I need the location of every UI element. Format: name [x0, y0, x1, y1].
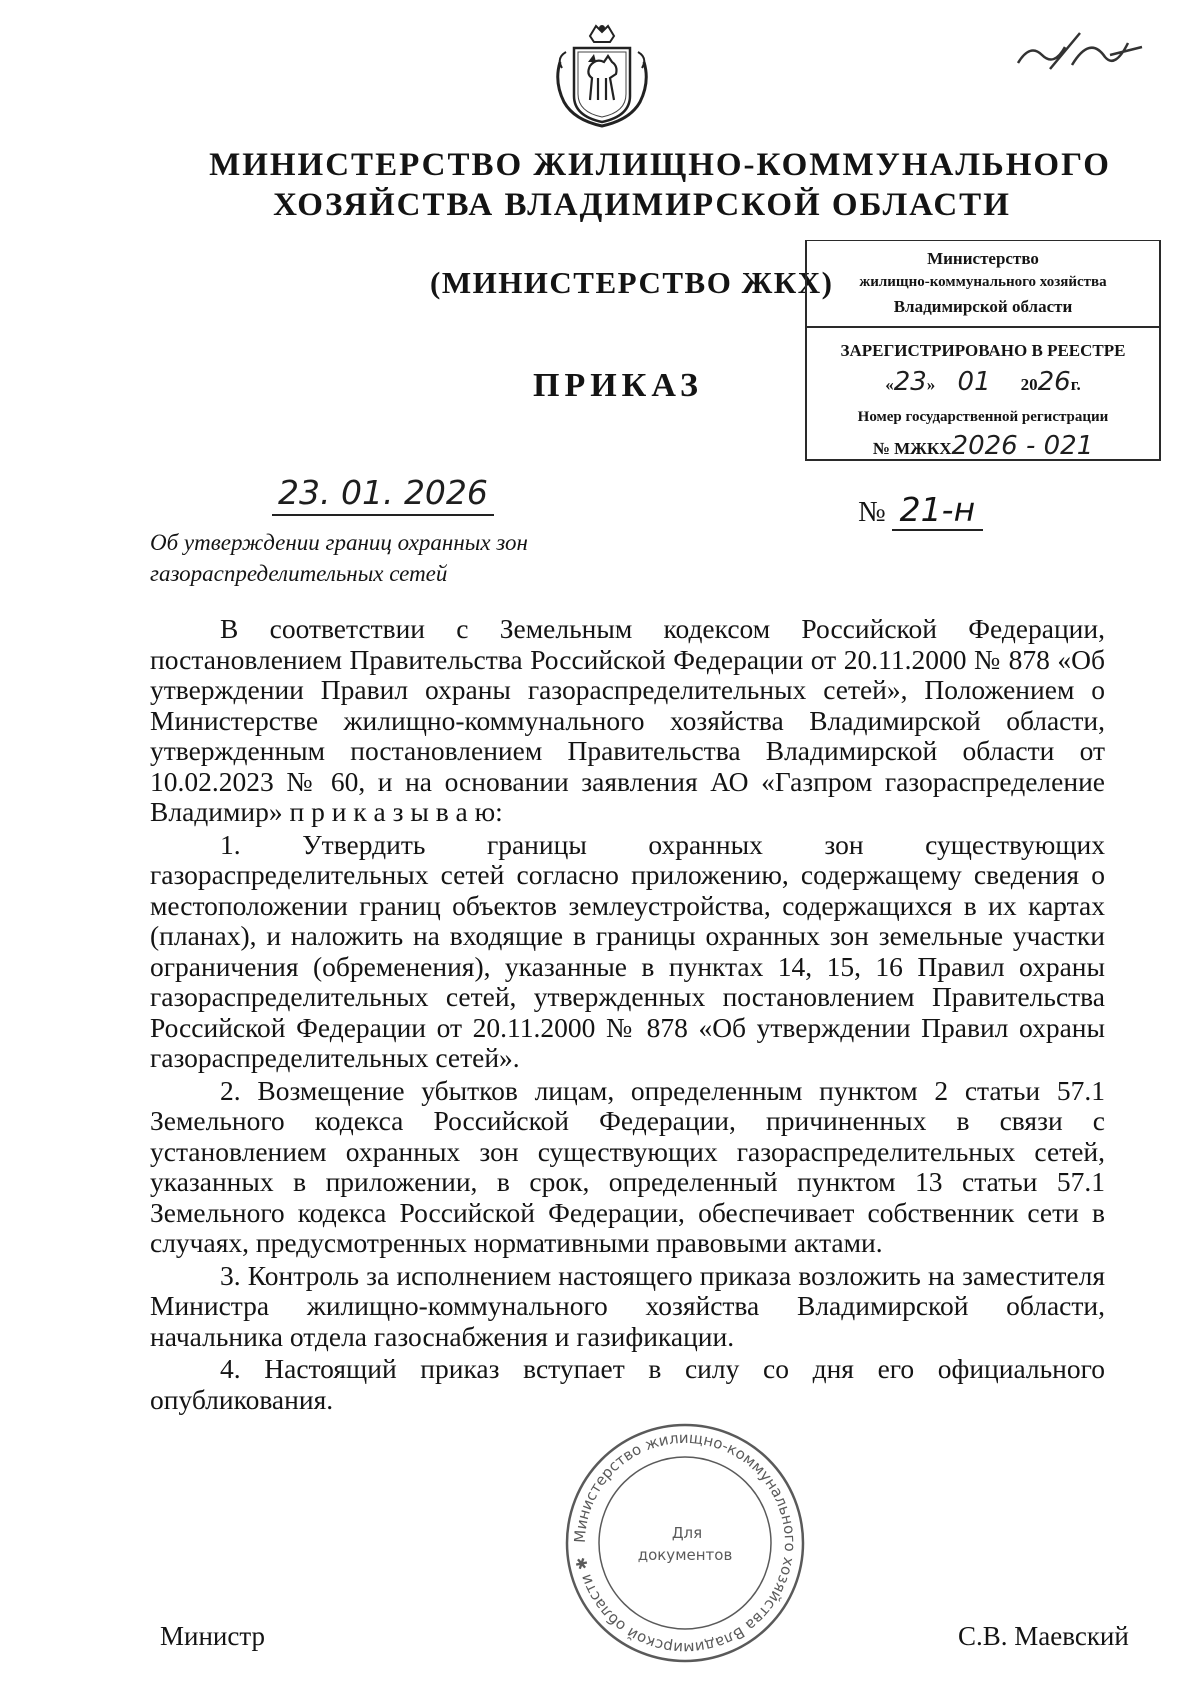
signatory-name: С.В. Маевский — [958, 1621, 1129, 1651]
seal-center-line1: Для — [671, 1524, 703, 1542]
registry-stamp — [805, 240, 1161, 461]
stamp-registered-label: ЗАРЕГИСТРИРОВАНО В РЕЕСТРЕ — [840, 341, 1126, 360]
order-date: 23. 01. 2026 — [272, 473, 494, 516]
stamp-date: «23» 01 2026г. — [885, 367, 1081, 397]
body-item-3: 3. Контроль за исполнением настоящего приказа возложить на заместителя Министра жилищно-коммунального хозяйства Владимирской области, начальника отдела газоснабжения и газификации. — [150, 1259, 1105, 1352]
stamp-divider — [807, 326, 1159, 328]
subject-line2: газораспределительных сетей — [150, 561, 448, 586]
seal-ring-path: Министерство жилищно-коммунального хозяйства Владимирской области ✱ — [570, 1428, 800, 1658]
stamp-year-suffix: 26 — [1037, 367, 1071, 397]
official-seal — [560, 1418, 810, 1668]
ministry-name-line2: ХОЗЯЙСТВА ВЛАДИМИРСКОЙ ОБЛАСТИ — [273, 187, 1011, 223]
order-number — [858, 490, 983, 529]
body-item-1: 1. Утвердить границы охранных зон существующих газораспределительных сетей согласно приложению, содержащему сведения о местоположении границ объектов землеустройства, содержащихся в их картах (планах), и наложить на входящие в границы охранных зон земельные участки ограничения (обременения), указанные в пунктах 14, 15, 16 Правил охраны газораспределительных сетей, утвержденных постановлением Правительства Российской Федерации от 20.11.2000 № 878 «Об утверждении Правил охраны газораспределительных сетей». — [150, 828, 1105, 1073]
ministry-name-line1: МИНИСТЕРСТВО ЖИЛИЩНО-КОММУНАЛЬНОГО — [209, 147, 1111, 183]
document-title: ПРИКАЗ — [533, 367, 703, 404]
body-intro: В соответствии с Земельным кодексом Российской Федерации, постановлением Правительства Российской Федерации от 20.11.2000 № 878 «Об утверждении Правил охраны газораспределительных сетей», Положением о Министерстве жилищно-коммунального хозяйства Владимирской области, утвержденным постановлением Правительства Владимирской области от 10.02.2023 № 60, и на основании заявления АО «Газпром газораспределение Владимир» п р и к а з ы в а ю: — [150, 613, 1105, 827]
stamp-day: 23 — [893, 367, 927, 397]
ministry-short-name: (МИНИСТЕРСТВО ЖКХ) — [430, 265, 834, 300]
stamp-month: 01 — [957, 367, 991, 397]
order-body — [150, 614, 1105, 1415]
body-item-2: 2. Возмещение убытков лицам, определенным пунктом 2 статьи 57.1 Земельного кодекса Российской Федерации, причиненных в связи с установлением охранных зон существующих газораспределительных сетей, указанных в приложении, в срок, определенный пунктом 13 статьи 57.1 Земельного кодекса Российской Федерации, обеспечивает собственник сети в случаях, предусмотренных нормативными правовыми актами. — [150, 1074, 1105, 1258]
stamp-year-prefix: 20 — [1020, 375, 1038, 394]
stamp-number — [807, 431, 1159, 461]
stamp-year-end: г. — [1070, 375, 1081, 394]
seal-ring-text — [571, 1429, 799, 1657]
stamp-number-label: Номер государственной регистрации — [857, 409, 1109, 425]
seal-center-line2: документов — [637, 1546, 733, 1564]
coat-of-arms-icon — [552, 22, 652, 134]
order-number-value: 21-н — [892, 490, 983, 531]
stamp-org-line3: Владимирской области — [893, 297, 1073, 316]
body-item-4: 4. Настоящий приказ вступает в силу со дня его официального опубликования. — [150, 1353, 1105, 1415]
stamp-org-line1: Министерство — [927, 249, 1039, 268]
handwritten-mark-icon — [1010, 25, 1150, 80]
subject-line1: Об утверждении границ охранных зон — [150, 530, 528, 555]
order-number-label: № — [858, 496, 886, 528]
order-subject — [150, 527, 590, 589]
stamp-org-line2: жилищно-коммунального хозяйства — [859, 274, 1107, 290]
stamp-number-value: 2026 - 021 — [951, 431, 1094, 461]
signatory-role: Министр — [160, 1621, 265, 1651]
stamp-number-prefix: № МЖКХ — [872, 439, 952, 458]
